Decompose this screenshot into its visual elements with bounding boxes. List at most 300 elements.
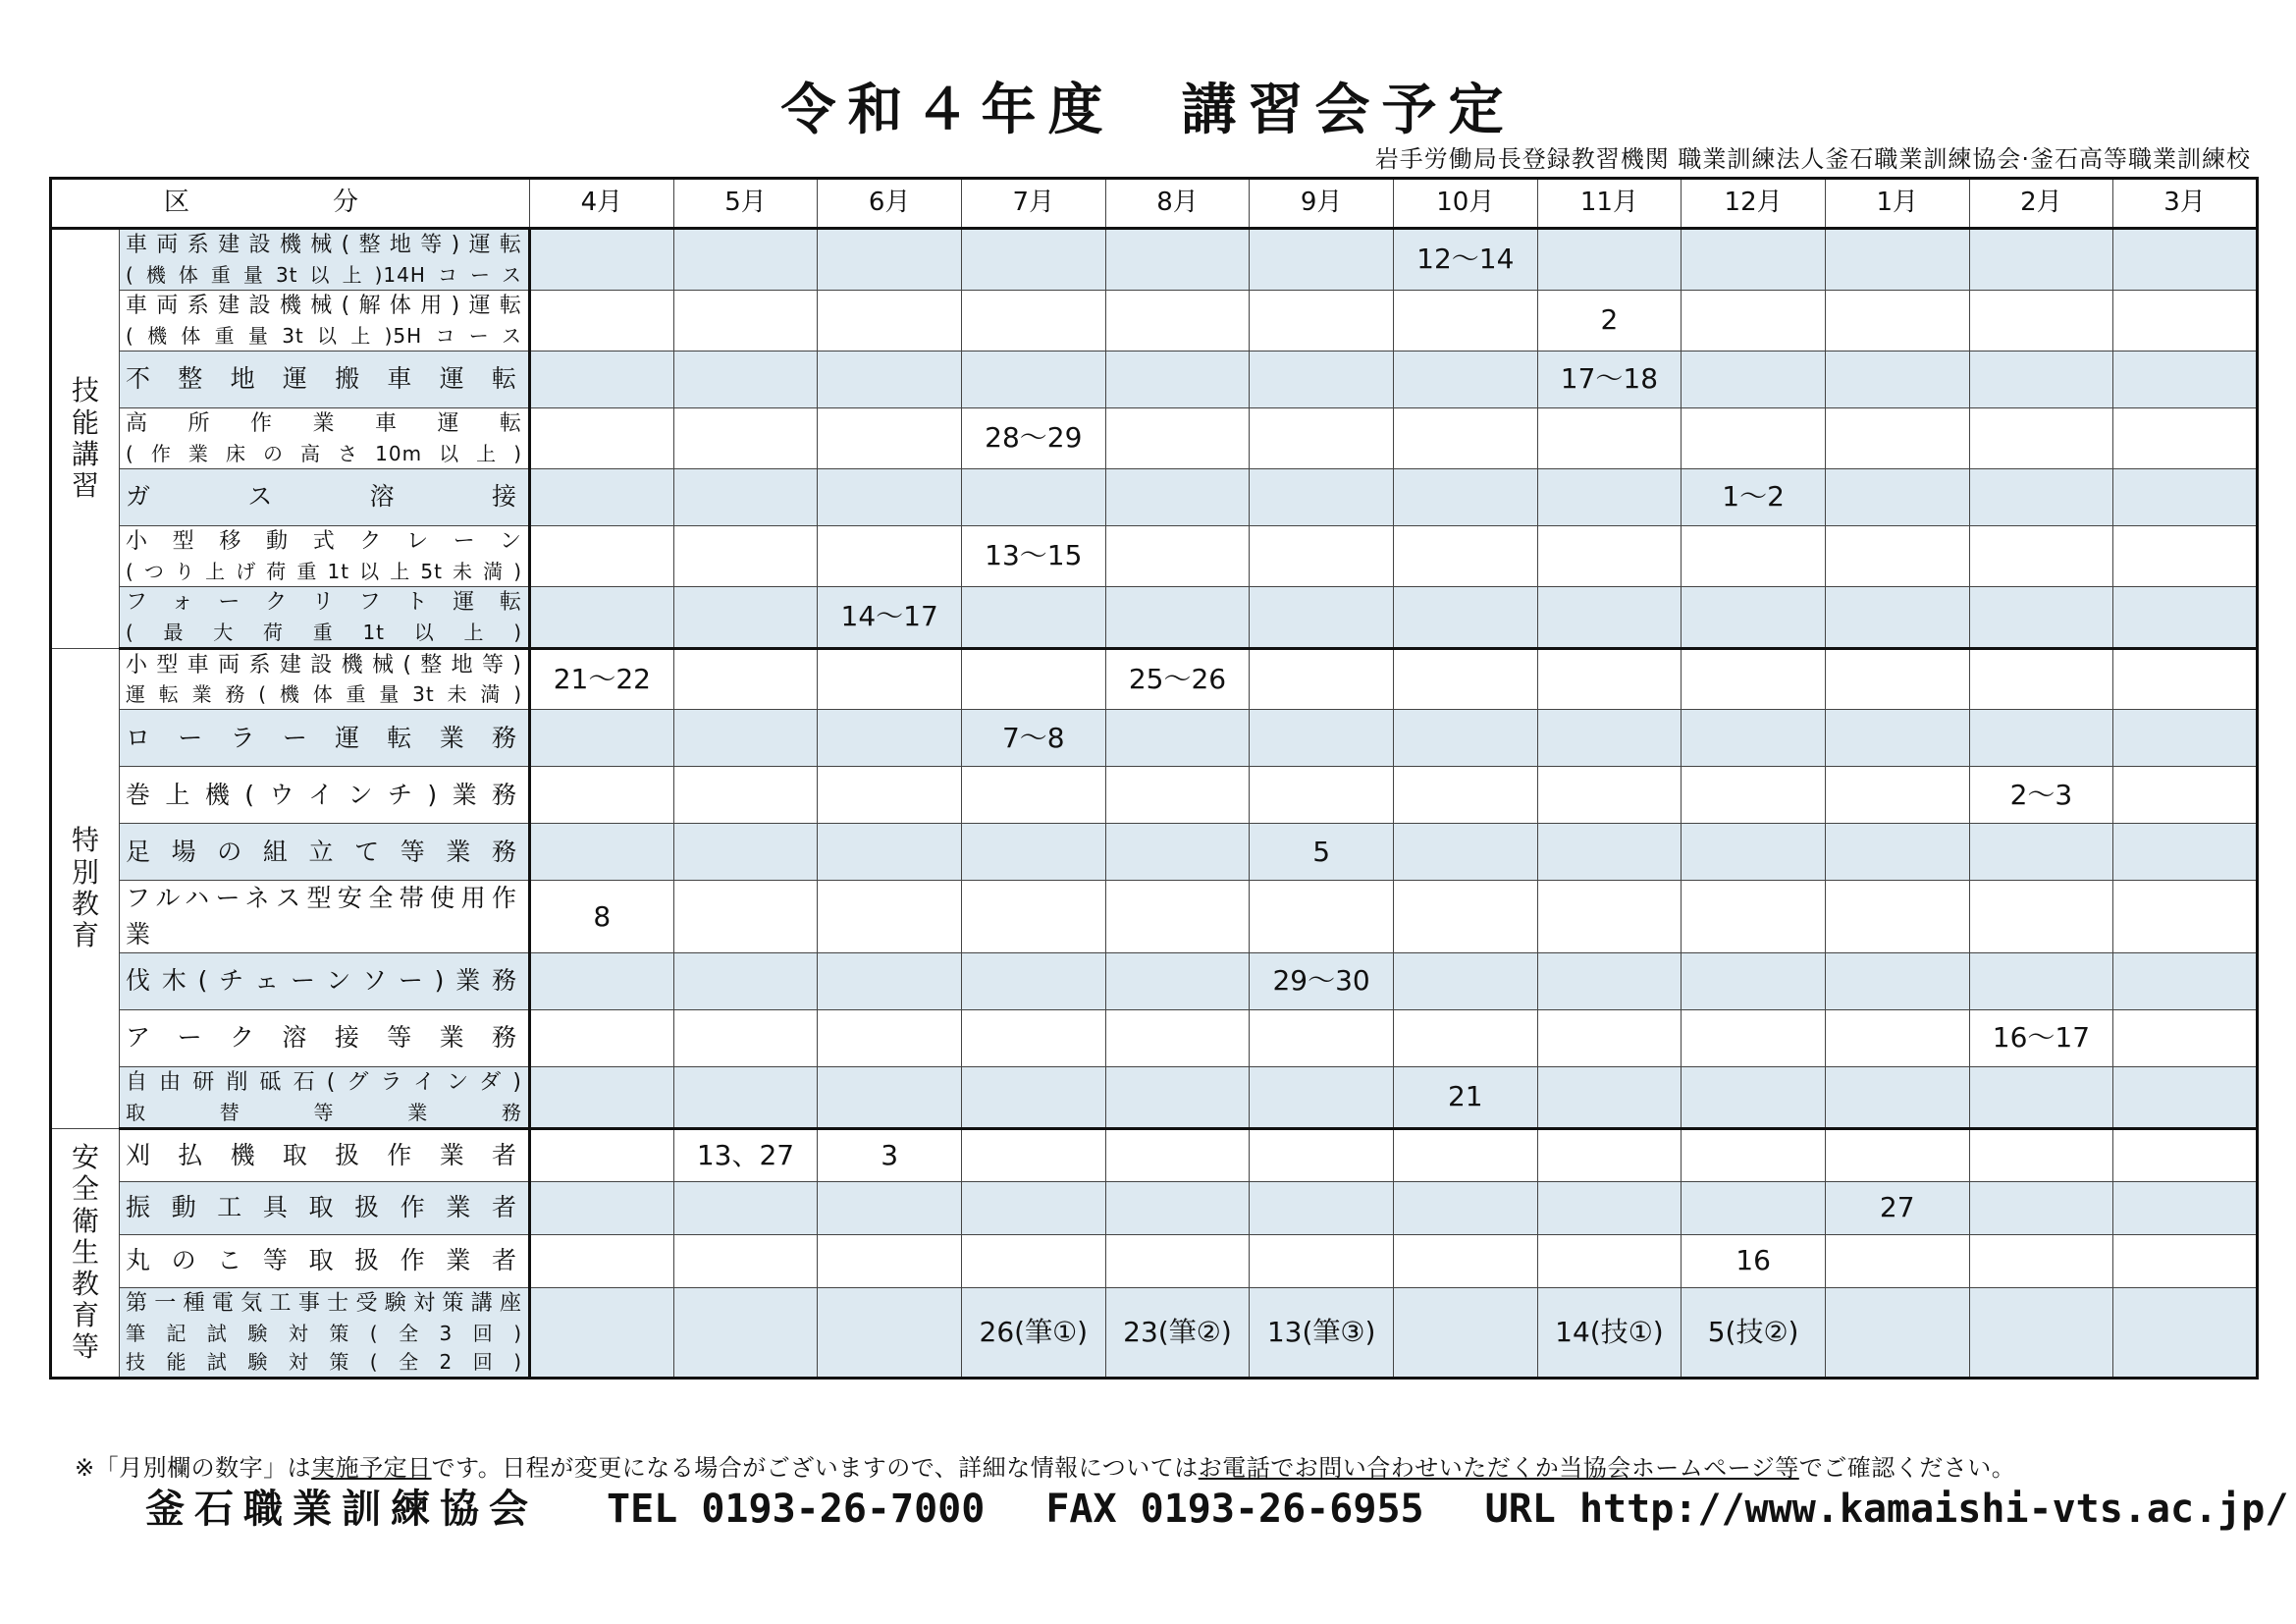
schedule-cell [1682, 710, 1826, 767]
schedule-cell [1682, 1181, 1826, 1234]
course-name-line: フルハーネス型安全帯使用作業 [126, 884, 523, 948]
schedule-cell [530, 1287, 674, 1378]
schedule-cell [1969, 586, 2113, 648]
schedule-cell [673, 824, 818, 881]
schedule-cell [1537, 1181, 1682, 1234]
schedule-cell: 28～29 [961, 407, 1105, 468]
schedule-cell [1105, 586, 1250, 648]
schedule-cell [961, 952, 1105, 1009]
schedule-cell [1105, 468, 1250, 525]
schedule-cell [1105, 881, 1250, 953]
month-header: 2月 [1969, 179, 2113, 229]
schedule-cell [673, 1234, 818, 1287]
schedule-cell [1825, 525, 1969, 586]
schedule-cell [1825, 468, 1969, 525]
course-name-line: (機体重量3t以上)14Hコース [126, 262, 523, 287]
month-header: 6月 [818, 179, 962, 229]
schedule-cell [1682, 1066, 1826, 1128]
schedule-cell: 23(筆②) [1105, 1287, 1250, 1378]
schedule-cell: 13～15 [961, 525, 1105, 586]
kubun-header: 区 分 [51, 179, 530, 229]
schedule-cell [1105, 525, 1250, 586]
schedule-cell [2113, 525, 2258, 586]
schedule-cell [961, 648, 1105, 710]
schedule-cell: 5(技②) [1682, 1287, 1826, 1378]
schedule-cell [1537, 1009, 1682, 1066]
schedule-cell: 12～14 [1393, 229, 1537, 291]
course-name-line: 丸のこ等取扱作業者 [126, 1246, 523, 1275]
schedule-cell [2113, 407, 2258, 468]
course-name-line: 取替等業務 [126, 1100, 523, 1124]
course-name [120, 468, 530, 525]
schedule-cell [961, 881, 1105, 953]
schedule-cell [818, 525, 962, 586]
schedule-cell [1825, 229, 1969, 291]
schedule-cell [1969, 824, 2113, 881]
schedule-cell [530, 468, 674, 525]
schedule-cell [1105, 351, 1250, 407]
schedule-cell [818, 824, 962, 881]
schedule-cell: 25～26 [1105, 648, 1250, 710]
contact-footer [145, 1478, 2288, 1534]
schedule-cell [530, 525, 674, 586]
table-row [51, 824, 2258, 881]
schedule-cell [1537, 952, 1682, 1009]
schedule-cell [1393, 881, 1537, 953]
schedule-cell [1969, 1287, 2113, 1378]
schedule-cell [2113, 710, 2258, 767]
schedule-cell [2113, 952, 2258, 1009]
course-name-line: 運転業務(機体重量3t未満) [126, 682, 523, 707]
schedule-cell [1825, 648, 1969, 710]
schedule-cell [1105, 710, 1250, 767]
schedule-cell [673, 881, 818, 953]
schedule-cell [1825, 1128, 1969, 1181]
section-label-text: 特別教育 [71, 824, 99, 951]
schedule-cell [1969, 468, 2113, 525]
schedule-cell [1969, 710, 2113, 767]
schedule-cell [2113, 1234, 2258, 1287]
schedule-cell [1250, 648, 1394, 710]
schedule-cell: 13、27 [673, 1128, 818, 1181]
schedule-cell: 16 [1682, 1234, 1826, 1287]
schedule-cell: 13(筆③) [1250, 1287, 1394, 1378]
schedule-cell [1969, 648, 2113, 710]
schedule-cell [1537, 468, 1682, 525]
schedule-cell: 2～3 [1969, 767, 2113, 824]
schedule-cell: 14～17 [818, 586, 962, 648]
schedule-cell [818, 1287, 962, 1378]
schedule-cell [530, 710, 674, 767]
schedule-cell: 27 [1825, 1181, 1969, 1234]
schedule-cell [1105, 952, 1250, 1009]
schedule-cell [673, 1287, 818, 1378]
schedule-cell [1250, 407, 1394, 468]
schedule-cell [1250, 229, 1394, 291]
schedule-cell [1105, 407, 1250, 468]
schedule-cell [1105, 1181, 1250, 1234]
schedule-cell [530, 407, 674, 468]
schedule-cell [1825, 952, 1969, 1009]
fax-number: FAX 0193-26-6955 [1045, 1487, 1424, 1532]
schedule-cell [1537, 586, 1682, 648]
course-name-line: アーク溶接等業務 [126, 1023, 523, 1053]
schedule-cell [1969, 229, 2113, 291]
course-name [120, 1128, 530, 1181]
website-link[interactable]: URL http://www.kamaishi-vts.ac.jp/ [1484, 1487, 2289, 1532]
schedule-cell [961, 229, 1105, 291]
schedule-cell [1393, 1009, 1537, 1066]
schedule-cell [1105, 1009, 1250, 1066]
schedule-cell [673, 407, 818, 468]
phone-number[interactable]: TEL 0193-26-7000 [607, 1487, 986, 1532]
month-header: 10月 [1393, 179, 1537, 229]
course-name [120, 525, 530, 586]
schedule-cell [1105, 1128, 1250, 1181]
schedule-cell [1393, 1128, 1537, 1181]
schedule-cell: 29～30 [1250, 952, 1394, 1009]
table-row [51, 767, 2258, 824]
schedule-cell [2113, 586, 2258, 648]
schedule-cell [961, 351, 1105, 407]
course-name-line: 振動工具取扱作業者 [126, 1193, 523, 1222]
course-name-line: 足場の組立て等業務 [126, 837, 523, 866]
schedule-cell [673, 351, 818, 407]
schedule-cell [673, 648, 818, 710]
schedule-cell [1825, 351, 1969, 407]
table-row [51, 1009, 2258, 1066]
schedule-cell [1105, 824, 1250, 881]
schedule-cell [1825, 767, 1969, 824]
schedule-cell [1682, 824, 1826, 881]
month-header: 5月 [673, 179, 818, 229]
month-header: 3月 [2113, 179, 2258, 229]
schedule-cell [1393, 767, 1537, 824]
course-name-line: ローラー運転業務 [126, 723, 523, 752]
schedule-cell [1393, 1234, 1537, 1287]
schedule-cell [1393, 407, 1537, 468]
schedule-cell [818, 407, 962, 468]
schedule-cell [530, 767, 674, 824]
schedule-cell [530, 1128, 674, 1181]
schedule-cell [530, 824, 674, 881]
schedule-cell [1825, 290, 1969, 351]
course-name-line: (作業床の高さ10m以上) [126, 441, 523, 465]
course-name-line: 筆記試験対策(全3回) [126, 1321, 523, 1345]
schedule-cell: 1～2 [1682, 468, 1826, 525]
schedule-cell: 5 [1250, 824, 1394, 881]
schedule-cell [1250, 586, 1394, 648]
course-name-line: 刈払機取扱作業者 [126, 1140, 523, 1169]
course-name-line: 小型移動式クレーン [126, 528, 523, 554]
schedule-cell [1393, 586, 1537, 648]
schedule-cell [1393, 952, 1537, 1009]
schedule-cell [1682, 881, 1826, 953]
course-name-line: 高所作業車運転 [126, 410, 523, 436]
schedule-cell [961, 1234, 1105, 1287]
schedule-cell [1393, 710, 1537, 767]
course-name [120, 881, 530, 953]
schedule-cell [2113, 1066, 2258, 1128]
table-row [51, 1066, 2258, 1128]
course-name-line: 第一種電気工事士受験対策講座 [126, 1290, 523, 1316]
section-label [51, 1128, 120, 1378]
schedule-cell [1393, 824, 1537, 881]
table-row [51, 952, 2258, 1009]
schedule-cell [2113, 290, 2258, 351]
schedule-cell [1969, 407, 2113, 468]
course-name-line: (つり上げ荷重1t以上5t未満) [126, 559, 523, 583]
schedule-cell [1250, 468, 1394, 525]
schedule-cell [1250, 1066, 1394, 1128]
schedule-cell [1250, 767, 1394, 824]
schedule-cell: 7～8 [961, 710, 1105, 767]
schedule-cell [1250, 710, 1394, 767]
note-text: ※「月別欄の数字」は [75, 1454, 312, 1482]
schedule-cell [1682, 767, 1826, 824]
schedule-cell [1682, 351, 1826, 407]
course-name-line: (最大荷重1t以上) [126, 620, 523, 644]
schedule-cell [1250, 881, 1394, 953]
course-name-line: 小型車両系建設機械(整地等) [126, 652, 523, 677]
schedule-cell [2113, 767, 2258, 824]
table-row [51, 1181, 2258, 1234]
schedule-cell [1105, 767, 1250, 824]
course-name [120, 824, 530, 881]
schedule-cell [1825, 881, 1969, 953]
schedule-cell [1393, 1287, 1537, 1378]
schedule-cell: 8 [530, 881, 674, 953]
schedule-cell [2113, 468, 2258, 525]
note-text: です。日程が変更になる場合がございますので、詳細な情報については [431, 1454, 1199, 1482]
schedule-cell [818, 710, 962, 767]
schedule-cell [1969, 290, 2113, 351]
schedule-cell [1537, 648, 1682, 710]
course-name-line: (機体重量3t以上)5Hコース [126, 323, 523, 348]
schedule-cell [1825, 1234, 1969, 1287]
schedule-cell: 26(筆①) [961, 1287, 1105, 1378]
course-name-line: 巻上機(ウインチ)業務 [126, 780, 523, 809]
schedule-cell [961, 586, 1105, 648]
table-row [51, 407, 2258, 468]
schedule-cell [1825, 1066, 1969, 1128]
course-name [120, 648, 530, 710]
course-name-line: 車両系建設機械(解体用)運転 [126, 293, 523, 318]
organization-name: 釜石職業訓練協会 [145, 1487, 538, 1532]
course-name [120, 767, 530, 824]
section-label [51, 229, 120, 649]
table-row [51, 351, 2258, 407]
schedule-cell [1250, 1181, 1394, 1234]
schedule-cell [1105, 229, 1250, 291]
schedule-cell [1969, 525, 2113, 586]
schedule-cell [1250, 1009, 1394, 1066]
schedule-cell: 21 [1393, 1066, 1537, 1128]
schedule-cell [1969, 1234, 2113, 1287]
schedule-cell [818, 1234, 962, 1287]
schedule-cell [1393, 648, 1537, 710]
schedule-cell [1682, 229, 1826, 291]
schedule-cell [1250, 525, 1394, 586]
schedule-cell [1537, 1066, 1682, 1128]
schedule-cell [1969, 1181, 2113, 1234]
schedule-cell [1682, 586, 1826, 648]
schedule-cell [673, 525, 818, 586]
schedule-cell [1250, 1128, 1394, 1181]
schedule-cell [1682, 290, 1826, 351]
course-name-line: 車両系建設機械(整地等)運転 [126, 233, 523, 257]
section-label-text: 安全衛生教育等 [71, 1141, 99, 1364]
table-row [51, 710, 2258, 767]
schedule-cell [673, 468, 818, 525]
schedule-cell [818, 468, 962, 525]
course-name-line: 伐木(チェーンソー)業務 [126, 966, 523, 996]
schedule-cell [818, 952, 962, 1009]
schedule-cell [1537, 525, 1682, 586]
schedule-cell: 14(技①) [1537, 1287, 1682, 1378]
month-header: 7月 [961, 179, 1105, 229]
schedule-cell [673, 710, 818, 767]
schedule-cell [2113, 824, 2258, 881]
table-row [51, 1234, 2258, 1287]
schedule-cell [2113, 229, 2258, 291]
schedule-cell [1537, 1128, 1682, 1181]
course-name [120, 586, 530, 648]
schedule-cell [1969, 1128, 2113, 1181]
schedule-cell [1537, 881, 1682, 953]
schedule-cell [1393, 290, 1537, 351]
schedule-cell [1393, 1181, 1537, 1234]
table-row [51, 468, 2258, 525]
schedule-cell [1250, 1234, 1394, 1287]
course-name [120, 1066, 530, 1128]
schedule-cell [961, 824, 1105, 881]
schedule-cell [1969, 881, 2113, 953]
schedule-cell [1682, 525, 1826, 586]
course-name [120, 229, 530, 291]
page-title: 令和４年度 講習会予定 [780, 78, 1516, 142]
course-name [120, 1181, 530, 1234]
course-name-line: フォークリフト運転 [126, 589, 523, 615]
schedule-cell [2113, 1009, 2258, 1066]
table-row [51, 1287, 2258, 1378]
schedule-cell [961, 1181, 1105, 1234]
table-row [51, 1128, 2258, 1181]
table-row [51, 290, 2258, 351]
schedule-cell [1250, 290, 1394, 351]
schedule-cell [1825, 824, 1969, 881]
schedule-cell [818, 1066, 962, 1128]
schedule-cell [673, 952, 818, 1009]
schedule-cell [530, 1009, 674, 1066]
schedule-cell [961, 1009, 1105, 1066]
schedule-cell [530, 229, 674, 291]
note-text: でご確認ください。 [1798, 1454, 2016, 1482]
table-row [51, 881, 2258, 953]
schedule-cell [673, 586, 818, 648]
month-header: 1月 [1825, 179, 1969, 229]
month-header: 12月 [1682, 179, 1826, 229]
schedule-cell: 2 [1537, 290, 1682, 351]
course-name [120, 407, 530, 468]
schedule-cell [818, 229, 962, 291]
section-label-text: 技能講習 [71, 374, 99, 502]
note-emphasis: お電話でお問い合わせいただくか当協会ホームページ等 [1198, 1454, 1799, 1482]
course-name [120, 952, 530, 1009]
schedule-cell [673, 1181, 818, 1234]
schedule-cell [1825, 1287, 1969, 1378]
schedule-cell [1825, 1009, 1969, 1066]
schedule-cell [1682, 952, 1826, 1009]
schedule-cell [530, 586, 674, 648]
schedule-cell [1393, 525, 1537, 586]
schedule-cell: 3 [818, 1128, 962, 1181]
issuer-subtitle: 岩手労働局長登録教習機関 職業訓練法人釜石職業訓練協会·釜石高等職業訓練校 [1374, 145, 2251, 173]
schedule-cell [530, 1234, 674, 1287]
schedule-cell [818, 1009, 962, 1066]
schedule-cell [1537, 1234, 1682, 1287]
schedule-cell: 16～17 [1969, 1009, 2113, 1066]
schedule-cell [1250, 351, 1394, 407]
schedule-cell [818, 1181, 962, 1234]
course-name [120, 1234, 530, 1287]
schedule-table [49, 177, 2259, 1380]
schedule-cell [530, 290, 674, 351]
table-row [51, 229, 2258, 291]
schedule-cell [961, 1128, 1105, 1181]
schedule-cell [2113, 351, 2258, 407]
month-header: 11月 [1537, 179, 1682, 229]
schedule-cell [961, 468, 1105, 525]
schedule-cell [1537, 767, 1682, 824]
course-name-line: 技能試験対策(全2回) [126, 1349, 523, 1374]
schedule-cell [1105, 1234, 1250, 1287]
schedule-cell [1969, 1066, 2113, 1128]
schedule-cell [673, 1009, 818, 1066]
schedule-cell [2113, 1128, 2258, 1181]
schedule-cell [1969, 952, 2113, 1009]
schedule-cell [530, 952, 674, 1009]
section-label [51, 648, 120, 1128]
course-name [120, 710, 530, 767]
schedule-cell [530, 351, 674, 407]
schedule-cell [1825, 586, 1969, 648]
table-row [51, 525, 2258, 586]
schedule-cell [1825, 407, 1969, 468]
course-name [120, 1009, 530, 1066]
course-name-line: ガス溶接 [126, 482, 523, 512]
schedule-cell [530, 1066, 674, 1128]
course-name [120, 351, 530, 407]
schedule-cell [2113, 1287, 2258, 1378]
schedule-cell [1825, 710, 1969, 767]
schedule-cell [1393, 351, 1537, 407]
table-row [51, 586, 2258, 648]
schedule-cell [961, 1066, 1105, 1128]
schedule-cell [2113, 881, 2258, 953]
schedule-cell [1537, 824, 1682, 881]
header-row [51, 179, 2258, 229]
course-name-line: 自由研削砥石(グラインダ) [126, 1069, 523, 1095]
schedule-cell [1682, 407, 1826, 468]
schedule-cell [673, 229, 818, 291]
schedule-cell [818, 290, 962, 351]
schedule-cell [2113, 1181, 2258, 1234]
course-name [120, 1287, 530, 1378]
schedule-cell [1537, 407, 1682, 468]
schedule-cell [1682, 648, 1826, 710]
schedule-cell [1969, 351, 2113, 407]
